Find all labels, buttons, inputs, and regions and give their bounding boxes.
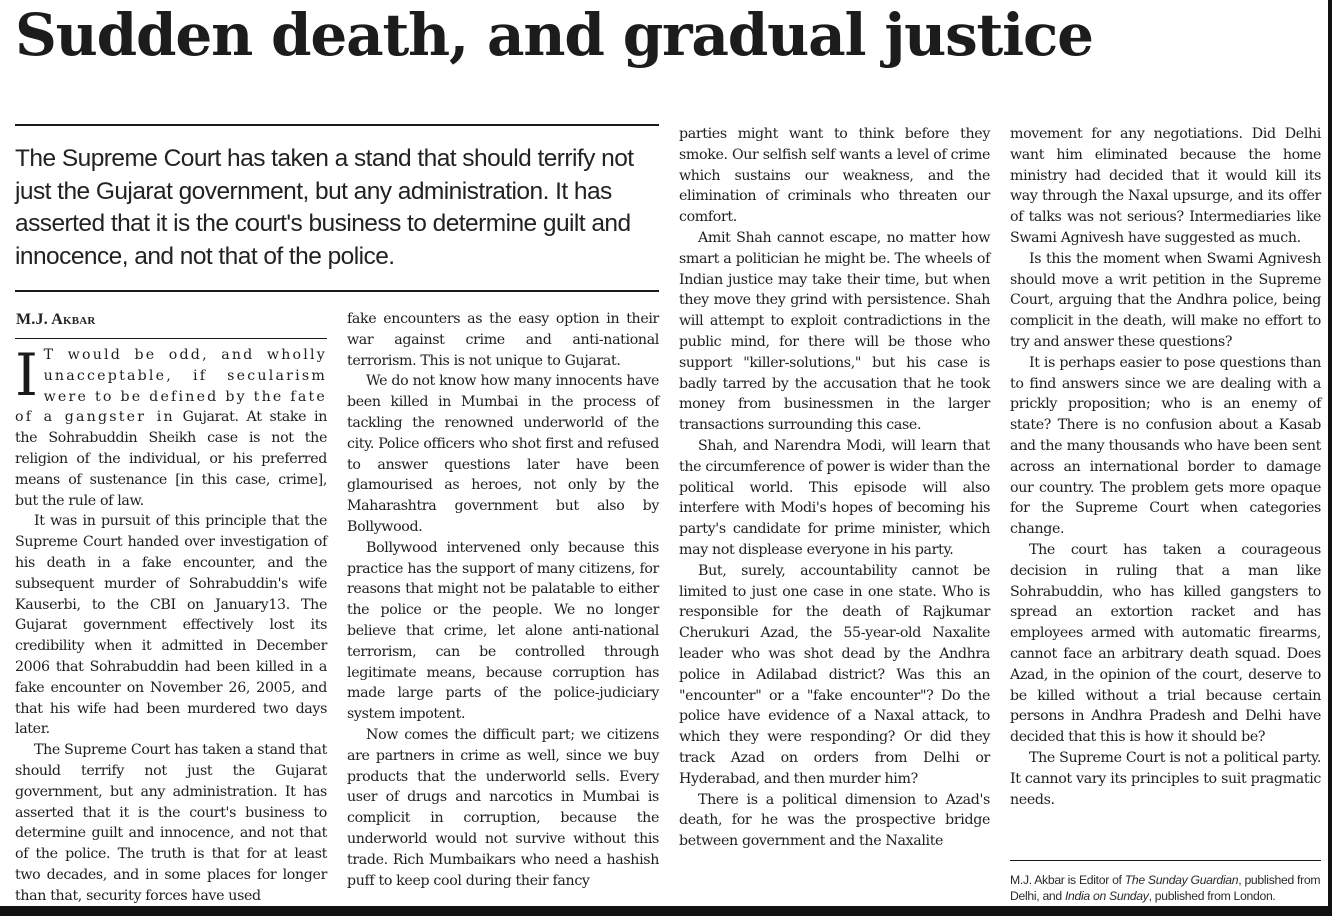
deck-top-rule xyxy=(15,124,659,126)
deck-bottom-rule xyxy=(15,290,659,292)
paragraph-continued: fake encounters as the easy option in their war against crime and anti-national terrorism. This is not unique to Gujarat. xyxy=(347,311,659,369)
paragraph: Is this the moment when Swami Agnivesh should move a writ petition in the Supreme Court, arguing that the Andhra police, being complicit in the death, will make no effort to try and answer these questions? xyxy=(1010,250,1321,350)
paragraph: Bollywood intervened only because this practice has the support of many citizens, for reasons that might not be palatable to either the police or the people. We no longer believe that crime, let alone anti-national terrorism, can be controlled through legitimate means, because corruption has made large parts of the police-judiciary system impotent. xyxy=(347,539,659,723)
paragraph-continued: parties might want to think before they smoke. Our selfish self wants a level of crime which sustains our weakness, and the elimination of criminals who threaten our comfort. xyxy=(679,126,990,226)
author-note-rule xyxy=(1010,860,1321,861)
headline: Sudden death, and gradual justice xyxy=(15,1,1093,69)
page-bottom-border xyxy=(0,906,1332,916)
byline: M.J. Akbar xyxy=(16,311,96,328)
drop-cap: I xyxy=(15,341,38,409)
paragraph: Now comes the difficult part; we citizens are partners in crime as well, since we buy products that the underworld sells. Every user of drugs and narcotics in Mumbai is complicit in corruption, because the underworld would not survive without this trade. Rich Mumbaikars who need a hashish puff to keep cool during their fancy xyxy=(347,726,659,889)
paragraph: There is a political dimension to Azad's death, for he was the prospective bridge between government and the Naxalite xyxy=(679,791,990,850)
paragraph: The court has taken a courageous decision in ruling that a man like Sohrabuddin, who has killed gangsters to spread an extortion racket and has employees armed with automatic firearms, cannot face an arbitrary death squad. Does Azad, in the opinion of the court, deserve to be killed without a trial because certain persons in Andhra Pradesh and Delhi have decided that this is how it should be? xyxy=(1010,541,1321,746)
paragraph-continued: movement for any negotiations. Did Delhi want him eliminated because the home ministry had decided that it would kill its way through the Naxal upsurge, and its offer of talks was not serious? Intermediaries like Swami Agnivesh have suggested as much. xyxy=(1010,126,1321,246)
column-3 xyxy=(679,124,990,852)
column-4 xyxy=(1010,124,1321,810)
column-2 xyxy=(347,309,659,891)
column-1 xyxy=(15,341,327,907)
page-right-border xyxy=(1328,0,1332,916)
paragraph: But, surely, accountability cannot be limited to just one case in one state. Who is responsible for the death of Rajkumar Cherukuri Azad, the 55-year-old Naxalite leader who was shot dead by the Andhra police in Adilabad district? Was this an "encounter" or a "fake encounter"? Do the police have evidence of a Naxal attack, to which they were responding? Or did they track Azad on orders from Delhi or Hyderabad, and then murder him? xyxy=(679,562,990,787)
publication-name: The Sunday Guardian xyxy=(1124,873,1239,887)
author-note-middle: , published from Delhi, and xyxy=(1010,873,1321,903)
paragraph: The Supreme Court has taken a stand that should terrify not just the Gujarat government, but any administration. It has asserted that it is the court's business to determine guilt and innocence, and not that of the police. The truth is that for at least two decades, and in some places for longer than that, security forces have used xyxy=(15,742,327,904)
publication-name: India on Sunday xyxy=(1064,889,1149,903)
paragraph: The Supreme Court is not a political party. It cannot vary its principles to suit pragmatic needs. xyxy=(1010,749,1321,808)
paragraph: It was in pursuit of this principle that the Supreme Court handed over investigation of his death in a fake encounter, and the subsequent murder of Sohrabuddin's wife Kauserbi, to the CBI on January13. The Gujarat government effectively lost its credibility when it admitted in December 2006 that Sohrabuddin had been killed in a fake encounter on November 26, 2005, and that his wife had been murdered two days later. xyxy=(15,513,327,738)
paragraph: We do not know how many innocents have been killed in Mumbai in the process of tackling the renowned underworld of the city. Police officers who shot first and refused to answer questions later have been glamourised as heroes, not only by the Maharashtra government but also by Bollywood. xyxy=(347,373,659,535)
byline-rule xyxy=(15,338,327,339)
deck-summary: The Supreme Court has taken a stand that should terrify not just the Gujarat government, but any administration. It has asserted that it is the court's business to determine guilt and innocence, and not that of the police. xyxy=(15,145,634,270)
paragraph: Amit Shah cannot escape, no matter how smart a politician he might be. The wheels of Indian justice may take their time, but when they move they grind with persistence. Shah will attempt to exploit contradictions in the public mind, for there will be those who support "killer-solutions," but his case is badly tarred by the accusation that he took money from businessmen in the larger transactions surrounding this case. xyxy=(679,229,990,434)
first-paragraph xyxy=(15,341,327,511)
paragraph: Shah, and Narendra Modi, will learn that the circumference of power is wider than the political world. This episode will also interfere with Modi's hopes of becoming his party's candidate for prime minister, which may not displease everyone in his party. xyxy=(679,437,990,558)
first-paragraph-lead: T would be odd, and wholly unacceptable, if secularism were to be defined by the fate of a gangster in xyxy=(15,347,327,426)
author-note-suffix: , published from London. xyxy=(1148,889,1276,903)
author-note xyxy=(1010,872,1322,904)
paragraph: It is perhaps easier to pose questions than to find answers since we are dealing with a prickly proposition; who is an enemy of state? There is no confusion about a Kasab and the many thousands who have been sent across an international border to damage our country. The problem gets more opaque for the Supreme Court when categories change. xyxy=(1010,354,1321,538)
author-note-prefix: M.J. Akbar is Editor of xyxy=(1010,873,1125,887)
first-paragraph-rest: Gujarat. At stake in the Sohrabuddin Sheikh case is not the religion of the individual, or his preferred means of sustenance [in this case, crime], but the rule of law. xyxy=(15,409,327,509)
